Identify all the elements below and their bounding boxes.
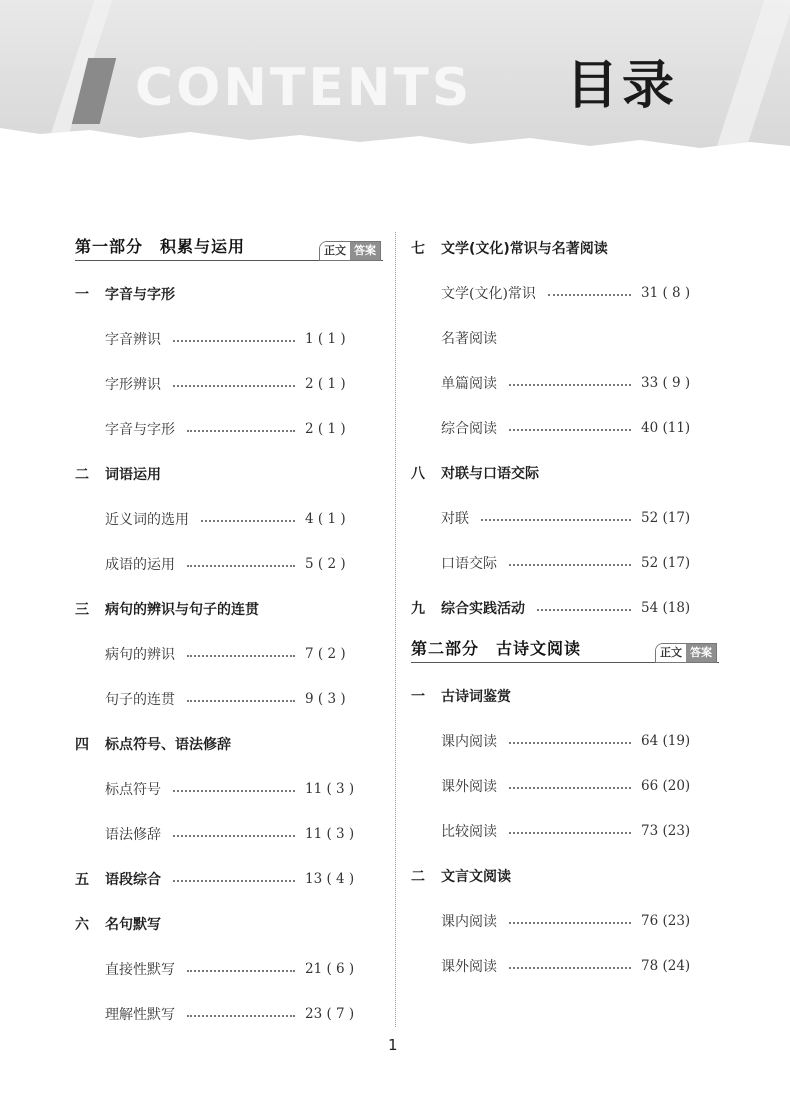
dot-leader bbox=[509, 742, 631, 744]
badge-main-label: 正文 bbox=[656, 644, 686, 662]
toc-section-row[interactable] bbox=[411, 450, 719, 495]
toc-section-row[interactable] bbox=[411, 585, 719, 630]
toc-entry-row[interactable] bbox=[411, 360, 719, 405]
toc-entry-row[interactable] bbox=[75, 766, 383, 811]
toc-section-row[interactable] bbox=[411, 225, 719, 270]
section-number: 八 bbox=[411, 465, 425, 482]
section-number: 二 bbox=[411, 868, 425, 885]
toc-left-column bbox=[75, 232, 383, 1036]
dot-leader bbox=[173, 880, 295, 882]
part-header bbox=[75, 232, 383, 261]
dot-leader bbox=[173, 835, 295, 837]
entry-title: 理解性默写 bbox=[105, 1006, 175, 1023]
page-ref: 11 ( 3 ) bbox=[305, 825, 355, 842]
page-ref: 78 (24) bbox=[641, 957, 691, 974]
section-number: 一 bbox=[411, 688, 425, 705]
dot-leader bbox=[187, 700, 295, 702]
page-ref: 21 ( 6 ) bbox=[305, 960, 355, 977]
page-ref: 2 ( 1 ) bbox=[305, 375, 346, 392]
page-ref: 7 ( 2 ) bbox=[305, 645, 346, 662]
entry-title: 比较阅读 bbox=[441, 823, 497, 840]
toc-entry-row[interactable] bbox=[411, 495, 719, 540]
page-ref: 33 ( 9 ) bbox=[641, 374, 691, 391]
toc-section-row[interactable] bbox=[411, 853, 719, 898]
part-badge bbox=[655, 643, 717, 663]
dot-leader bbox=[187, 430, 295, 432]
entry-title: 成语的运用 bbox=[105, 556, 175, 573]
dot-leader bbox=[187, 970, 295, 972]
section-number: 九 bbox=[411, 600, 425, 617]
toc-entry-row[interactable] bbox=[411, 540, 719, 585]
toc-entry-row[interactable] bbox=[411, 808, 719, 853]
toc-entry-row[interactable] bbox=[75, 541, 383, 586]
dot-leader bbox=[187, 1015, 295, 1017]
toc-entry-row[interactable] bbox=[75, 316, 383, 361]
section-title: 古诗词鉴赏 bbox=[441, 688, 511, 705]
page-ref: 13 ( 4 ) bbox=[305, 870, 355, 887]
dot-leader bbox=[548, 294, 631, 296]
toc-section-row[interactable] bbox=[75, 451, 383, 496]
dot-leader bbox=[537, 609, 631, 611]
page-ref: 64 (19) bbox=[641, 732, 691, 749]
dot-leader bbox=[509, 967, 631, 969]
section-number: 五 bbox=[75, 871, 89, 888]
page-ref: 9 ( 3 ) bbox=[305, 690, 346, 707]
page-title: 目录 bbox=[566, 56, 679, 116]
dot-leader bbox=[509, 922, 631, 924]
page-ref: 76 (23) bbox=[641, 912, 691, 929]
page-ref: 66 (20) bbox=[641, 777, 691, 794]
page-ref: 5 ( 2 ) bbox=[305, 555, 346, 572]
page-ref: 40 (11) bbox=[641, 419, 691, 436]
entry-title: 文学(文化)常识 bbox=[441, 285, 536, 302]
page-ref: 2 ( 1 ) bbox=[305, 420, 346, 437]
dot-leader bbox=[509, 787, 631, 789]
part-badge bbox=[319, 241, 381, 261]
section-number: 一 bbox=[75, 286, 89, 303]
toc-section-row[interactable] bbox=[75, 271, 383, 316]
dot-leader bbox=[481, 519, 631, 521]
toc-section-row[interactable] bbox=[75, 856, 383, 901]
dot-leader bbox=[509, 429, 631, 431]
toc-entry-row[interactable] bbox=[411, 718, 719, 763]
toc-entry-row[interactable] bbox=[411, 405, 719, 450]
dot-leader bbox=[187, 655, 295, 657]
page-number: 1 bbox=[388, 1036, 398, 1054]
section-title: 病句的辨识与句子的连贯 bbox=[105, 601, 259, 618]
page-ref: 11 ( 3 ) bbox=[305, 780, 355, 797]
toc-section-row[interactable] bbox=[411, 673, 719, 718]
toc-entry-row[interactable] bbox=[75, 946, 383, 991]
part-title: 第一部分 积累与运用 bbox=[75, 237, 246, 256]
badge-answer-label: 答案 bbox=[686, 644, 716, 662]
toc-entry-row[interactable] bbox=[75, 406, 383, 451]
toc-entry-row[interactable] bbox=[75, 496, 383, 541]
toc-entry-row[interactable] bbox=[75, 361, 383, 406]
badge-main-label: 正文 bbox=[320, 242, 350, 260]
page-header bbox=[0, 0, 790, 150]
dot-leader bbox=[509, 384, 631, 386]
entry-title: 病句的辨识 bbox=[105, 646, 175, 663]
column-divider bbox=[395, 232, 396, 1027]
page-ref: 73 (23) bbox=[641, 822, 691, 839]
dot-leader bbox=[173, 790, 295, 792]
toc-entry-row[interactable] bbox=[75, 631, 383, 676]
page-ref: 52 (17) bbox=[641, 554, 691, 571]
page-ref: 1 ( 1 ) bbox=[305, 330, 346, 347]
toc-entry-row[interactable] bbox=[411, 763, 719, 808]
contents-heading: CONTENTS bbox=[135, 58, 473, 118]
toc-list bbox=[411, 225, 719, 630]
toc-section-row[interactable] bbox=[75, 721, 383, 766]
torn-paper-edge bbox=[0, 120, 790, 150]
entry-title: 字形辨识 bbox=[105, 376, 161, 393]
dot-leader bbox=[509, 564, 631, 566]
entry-title: 对联 bbox=[441, 510, 469, 527]
toc-entry-row[interactable] bbox=[411, 943, 719, 988]
entry-title: 课外阅读 bbox=[441, 778, 497, 795]
toc-entry-row[interactable] bbox=[75, 676, 383, 721]
section-title: 文言文阅读 bbox=[441, 868, 511, 885]
section-number: 六 bbox=[75, 916, 89, 933]
section-title: 综合实践活动 bbox=[441, 600, 525, 617]
entry-title: 近义词的选用 bbox=[105, 511, 189, 528]
entry-title: 课内阅读 bbox=[441, 913, 497, 930]
toc-entry-row[interactable] bbox=[411, 270, 719, 315]
section-title: 语段综合 bbox=[105, 871, 161, 888]
section-number: 三 bbox=[75, 601, 89, 618]
page-ref: 31 ( 8 ) bbox=[641, 284, 691, 301]
toc-list bbox=[75, 271, 383, 1036]
toc-right-column bbox=[411, 225, 719, 988]
page-ref: 54 (18) bbox=[641, 599, 691, 616]
entry-title: 直接性默写 bbox=[105, 961, 175, 978]
section-title: 文学(文化)常识与名著阅读 bbox=[441, 240, 608, 257]
entry-title: 字音辨识 bbox=[105, 331, 161, 348]
section-title: 词语运用 bbox=[105, 466, 161, 483]
dot-leader bbox=[173, 340, 295, 342]
entry-title: 句子的连贯 bbox=[105, 691, 175, 708]
entry-title: 口语交际 bbox=[441, 555, 497, 572]
part-title: 第二部分 古诗文阅读 bbox=[411, 639, 582, 658]
entry-title: 标点符号 bbox=[105, 781, 161, 798]
section-number: 四 bbox=[75, 736, 89, 753]
toc-entry-row[interactable] bbox=[75, 991, 383, 1036]
toc-entry-row[interactable] bbox=[411, 315, 719, 360]
entry-title: 语法修辞 bbox=[105, 826, 161, 843]
entry-title: 名著阅读 bbox=[441, 330, 497, 347]
entry-title: 课外阅读 bbox=[441, 958, 497, 975]
dot-leader bbox=[201, 520, 295, 522]
section-title: 标点符号、语法修辞 bbox=[105, 736, 231, 753]
toc-section-row[interactable] bbox=[75, 586, 383, 631]
section-title: 字音与字形 bbox=[105, 286, 175, 303]
section-number: 七 bbox=[411, 240, 425, 257]
page-ref: 4 ( 1 ) bbox=[305, 510, 346, 527]
toc-list bbox=[411, 673, 719, 988]
dot-leader bbox=[187, 565, 295, 567]
dot-leader bbox=[509, 832, 631, 834]
toc-entry-row[interactable] bbox=[411, 898, 719, 943]
entry-title: 字音与字形 bbox=[105, 421, 175, 438]
badge-answer-label: 答案 bbox=[350, 242, 380, 260]
section-number: 二 bbox=[75, 466, 89, 483]
dot-leader bbox=[173, 385, 295, 387]
part-header bbox=[411, 634, 719, 663]
page-ref: 52 (17) bbox=[641, 509, 691, 526]
section-title: 名句默写 bbox=[105, 916, 161, 933]
section-title: 对联与口语交际 bbox=[441, 465, 539, 482]
entry-title: 课内阅读 bbox=[441, 733, 497, 750]
entry-title: 综合阅读 bbox=[441, 420, 497, 437]
toc-section-row[interactable] bbox=[75, 901, 383, 946]
page-ref: 23 ( 7 ) bbox=[305, 1005, 355, 1022]
entry-title: 单篇阅读 bbox=[441, 375, 497, 392]
toc-entry-row[interactable] bbox=[75, 811, 383, 856]
